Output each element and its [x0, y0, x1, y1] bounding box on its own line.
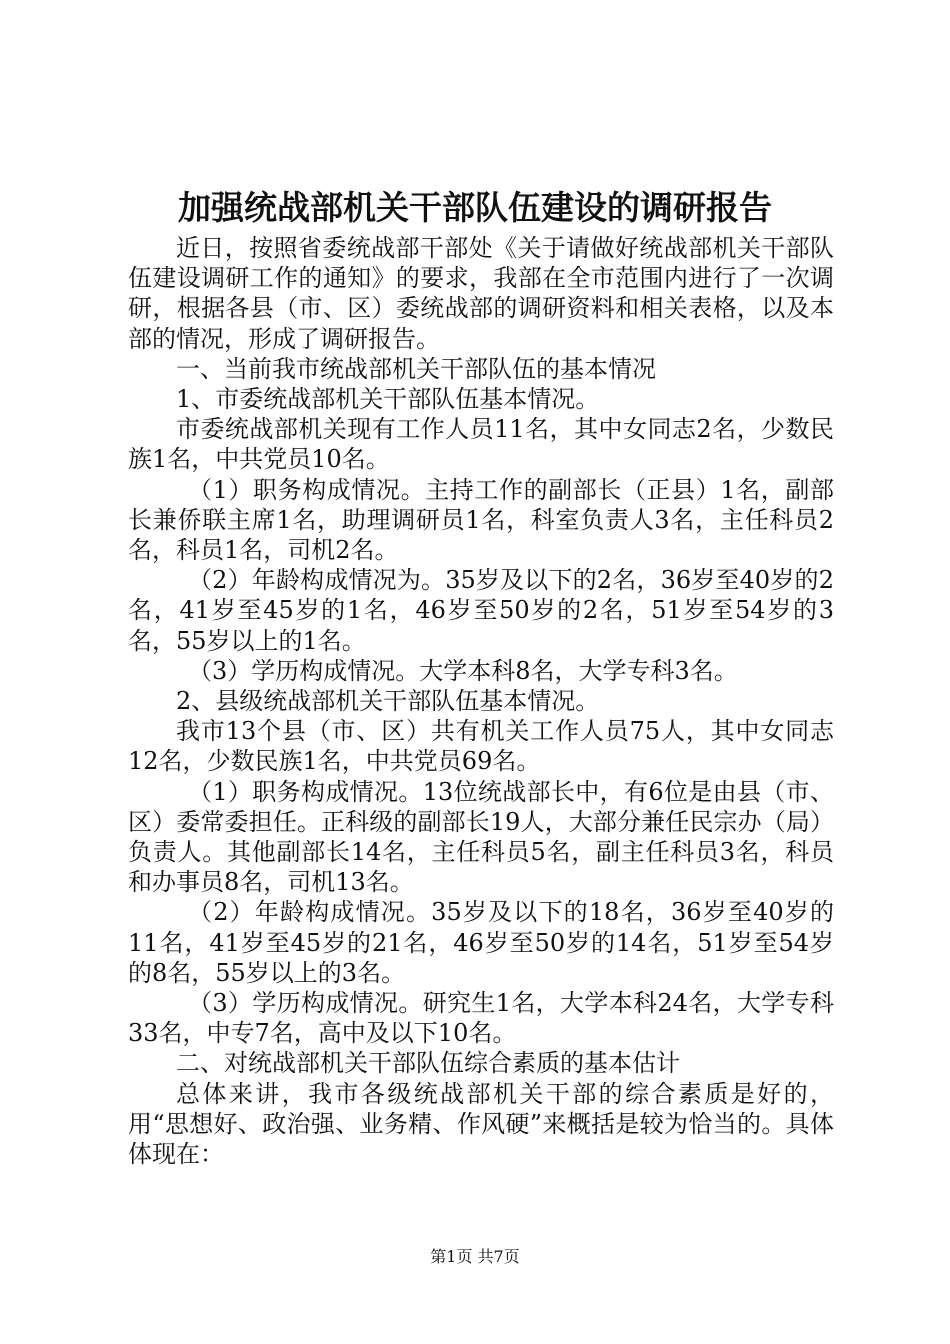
paragraph-county-ages: （2）年龄构成情况。35岁及以下的18名，36岁至40岁的11名，41岁至45岁的21名，46岁至50岁的14名，51岁至54岁的8名，55岁以上的3名。 [128, 898, 834, 987]
paragraph-county-positions: （1）职务构成情况。13位统战部长中，有6位是由县（市、区）委常委担任。正科级的副部长19人，大部分兼任民宗办（局）负责人。其他副部长14名，主任科员5名，副主任科员3名，科员和办事员8名，司机13名。 [128, 777, 834, 897]
subsection-heading-2: 2、县级统战部机关干部队伍基本情况。 [176, 687, 600, 716]
page-number: 第1页 共7页 [430, 1247, 520, 1266]
paragraph-city-staff: 市委统战部机关现有工作人员11名，其中女同志2名，少数民族1名，中共党员10名。 [128, 415, 834, 474]
paragraph-city-ages: （2）年龄构成情况为。35岁及以下的2名，36岁至40岁的2名，41岁至45岁的1名，46岁至50岁的2名，51岁至54岁的3名，55岁以上的1名。 [128, 566, 834, 655]
paragraph-city-positions: （1）职务构成情况。主持工作的副部长（正县）1名，副部长兼侨联主席1名，助理调研员1名，科室负责人3名，主任科员2名，科员1名，司机2名。 [128, 475, 834, 565]
section-heading-2: 二、对统战部机关干部队伍综合素质的基本估计 [176, 1049, 680, 1078]
paragraph-county-staff: 我市13个县（市、区）共有机关工作人员75人，其中女同志12名，少数民族1名，中共党员69名。 [128, 717, 834, 776]
paragraph-intro: 近日，按照省委统战部干部处《关于请做好统战部机关干部队伍建设调研工作的通知》的要求，我部在全市范围内进行了一次调研，根据各县（市、区）委统战部的调研资料和相关表格，以及本部的情况，形成了调研报告。 [128, 234, 834, 353]
document-body [128, 233, 834, 1169]
paragraph-county-education: （3）学历构成情况。研究生1名，大学本科24名，大学专科33名，中专7名，高中及以下10名。 [128, 989, 834, 1048]
paragraph-overall-assessment: 总体来讲，我市各级统战部机关干部的综合素质是好的，用“思想好、政治强、业务精、作风硬”来概括是较为恰当的。具体体现在： [128, 1079, 834, 1169]
section-heading-1: 一、当前我市统战部机关干部队伍的基本情况 [176, 354, 656, 383]
paragraph-city-education: （3）学历构成情况。大学本科8名，大学专科3名。 [188, 656, 738, 685]
subsection-heading-1: 1、市委统战部机关干部队伍基本情况。 [176, 385, 600, 414]
document-title: 加强统战部机关干部队伍建设的调研报告 [178, 188, 772, 227]
